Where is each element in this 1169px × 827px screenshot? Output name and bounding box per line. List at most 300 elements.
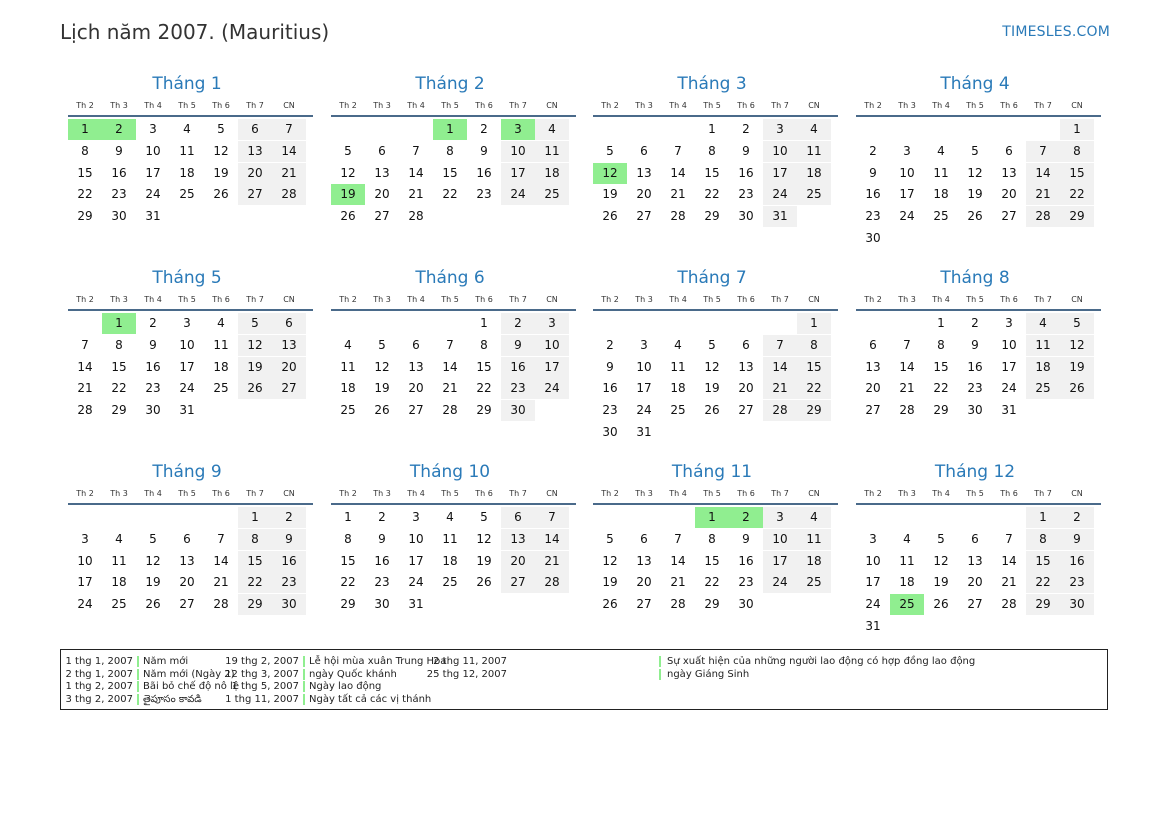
day-cell: 26 xyxy=(967,209,983,224)
weekday-label: Th 5 xyxy=(703,489,721,498)
day-cell: 23 xyxy=(738,187,754,202)
day-empty xyxy=(992,228,1026,249)
day-empty xyxy=(695,422,729,443)
day-empty xyxy=(136,507,170,528)
weekday-label: Th 6 xyxy=(737,101,755,110)
day-cell: 8 xyxy=(81,143,89,158)
day-cell: 13 xyxy=(1001,165,1017,180)
day-cell: 29 xyxy=(340,597,356,612)
weekday-label: CN xyxy=(808,101,820,110)
day-cell: 31 xyxy=(763,206,797,227)
week-row xyxy=(68,141,306,163)
legend-holiday-name: Năm mới xyxy=(143,656,189,667)
legend-date: 25 thg 12, 2007 xyxy=(426,668,507,680)
day-empty xyxy=(1060,400,1094,421)
day-cell: 14 xyxy=(442,359,458,374)
legend-date: 1 thg 2, 2007 xyxy=(65,681,133,693)
day-cell: 30 xyxy=(1060,594,1094,615)
legend-marker xyxy=(659,669,661,680)
week-row xyxy=(593,572,831,594)
day-cell: 5 xyxy=(378,337,386,352)
weekday-label: Th 5 xyxy=(703,101,721,110)
day-cell: 4 xyxy=(344,337,352,352)
day-cell: 10 xyxy=(145,143,161,158)
day-cell: 22 xyxy=(442,187,458,202)
day-cell: 5 xyxy=(149,531,157,546)
day-empty xyxy=(365,313,399,334)
weekday-header xyxy=(68,487,306,503)
day-cell: 18 xyxy=(797,163,831,184)
day-cell: 25 xyxy=(797,572,831,593)
day-cell: 7 xyxy=(674,143,682,158)
day-empty xyxy=(890,313,924,334)
day-cell: 14 xyxy=(1001,553,1017,568)
day-cell: 1 xyxy=(433,119,467,140)
day-cell: 22 xyxy=(238,572,272,593)
legend-holiday-name: Ngày tất cả các vị thánh xyxy=(309,693,432,705)
day-cell: 2 xyxy=(501,313,535,334)
day-cell: 26 xyxy=(602,597,618,612)
day-cell: 13 xyxy=(636,553,652,568)
day-cell: 12 xyxy=(145,553,161,568)
header-rule xyxy=(593,503,838,505)
day-cell: 16 xyxy=(145,359,161,374)
day-cell: 12 xyxy=(704,359,720,374)
day-cell: 26 xyxy=(238,378,272,399)
day-cell: 25 xyxy=(890,594,924,615)
day-cell: 21 xyxy=(408,187,424,202)
weekday-label: Th 4 xyxy=(407,489,425,498)
day-empty xyxy=(399,119,433,140)
day-cell: 25 xyxy=(535,184,569,205)
day-cell: 25 xyxy=(1026,378,1060,399)
day-cell: 8 xyxy=(937,337,945,352)
day-empty xyxy=(1026,616,1060,637)
day-cell: 20 xyxy=(238,163,272,184)
day-cell: 21 xyxy=(763,378,797,399)
month-block xyxy=(60,267,306,422)
day-cell: 6 xyxy=(501,507,535,528)
day-cell: 29 xyxy=(238,594,272,615)
day-cell: 8 xyxy=(708,143,716,158)
month-title: Tháng 4 xyxy=(940,74,1010,94)
weekday-label: Th 3 xyxy=(898,295,916,304)
weekday-header xyxy=(331,487,569,503)
day-cell: 5 xyxy=(238,313,272,334)
weekday-label: Th 4 xyxy=(669,295,687,304)
day-cell: 17 xyxy=(501,163,535,184)
weekday-label: CN xyxy=(808,489,820,498)
day-empty xyxy=(170,507,204,528)
month-title: Tháng 6 xyxy=(415,268,485,288)
weekday-label: Th 7 xyxy=(1034,101,1052,110)
week-row xyxy=(593,141,831,163)
week-row xyxy=(856,507,1094,529)
legend-date: 1 thg 11, 2007 xyxy=(225,693,299,705)
week-row xyxy=(331,206,569,228)
day-cell: 14 xyxy=(899,359,915,374)
legend-date: 2 thg 11, 2007 xyxy=(433,656,507,667)
day-cell: 12 xyxy=(238,335,272,356)
legend-holiday-name: Ngày lao động xyxy=(309,681,382,693)
day-cell: 20 xyxy=(179,575,195,590)
day-cell: 4 xyxy=(674,337,682,352)
day-cell: 16 xyxy=(602,381,618,396)
day-cell: 20 xyxy=(738,381,754,396)
legend-date: 2 thg 1, 2007 xyxy=(65,668,133,680)
day-cell: 28 xyxy=(77,403,93,418)
day-cell: 16 xyxy=(738,165,754,180)
day-empty xyxy=(1026,228,1060,249)
day-cell: 20 xyxy=(408,381,424,396)
day-cell: 4 xyxy=(446,510,454,524)
day-cell: 30 xyxy=(967,403,983,418)
weekday-label: Th 5 xyxy=(178,101,196,110)
week-row xyxy=(68,507,306,529)
week-row xyxy=(331,163,569,185)
day-cell: 24 xyxy=(763,572,797,593)
day-cell: 10 xyxy=(77,553,93,568)
day-cell: 12 xyxy=(1060,335,1094,356)
day-cell: 24 xyxy=(145,187,161,202)
day-cell: 23 xyxy=(865,209,881,224)
day-cell: 15 xyxy=(476,359,492,374)
day-cell: 17 xyxy=(1001,359,1017,374)
day-cell: 27 xyxy=(272,378,306,399)
day-cell: 22 xyxy=(1026,572,1060,593)
weekday-label: Th 3 xyxy=(373,295,391,304)
day-cell: 23 xyxy=(374,575,390,590)
weekday-label: Th 4 xyxy=(407,295,425,304)
day-cell: 9 xyxy=(606,359,614,374)
month-block xyxy=(585,267,831,444)
day-cell: 18 xyxy=(899,575,915,590)
day-empty xyxy=(661,422,695,443)
day-cell: 14 xyxy=(1026,163,1060,184)
day-cell: 22 xyxy=(933,381,949,396)
day-empty xyxy=(467,206,501,227)
day-cell: 10 xyxy=(535,335,569,356)
day-cell: 2 xyxy=(149,316,157,330)
day-empty xyxy=(992,507,1026,528)
day-cell: 17 xyxy=(865,575,881,590)
day-cell: 26 xyxy=(704,403,720,418)
day-cell: 5 xyxy=(217,122,225,136)
weekday-header xyxy=(68,293,306,309)
day-cell: 25 xyxy=(111,597,127,612)
day-cell: 28 xyxy=(213,597,229,612)
weekday-label: Th 5 xyxy=(178,295,196,304)
day-cell: 15 xyxy=(111,359,127,374)
day-cell: 27 xyxy=(501,572,535,593)
week-row xyxy=(856,616,1094,638)
day-cell: 10 xyxy=(1001,337,1017,352)
day-cell: 5 xyxy=(1060,313,1094,334)
day-cell: 24 xyxy=(1001,381,1017,396)
day-cell: 15 xyxy=(340,553,356,568)
day-cell: 27 xyxy=(408,403,424,418)
weekday-label: CN xyxy=(546,295,558,304)
day-cell: 29 xyxy=(797,400,831,421)
day-cell: 27 xyxy=(636,209,652,224)
day-cell: 10 xyxy=(408,531,424,546)
week-row xyxy=(593,551,831,573)
weekday-label: Th 5 xyxy=(966,489,984,498)
day-cell: 18 xyxy=(340,381,356,396)
weekday-label: Th 6 xyxy=(475,101,493,110)
day-cell: 19 xyxy=(602,187,618,202)
header-rule xyxy=(593,309,838,311)
day-cell: 23 xyxy=(272,572,306,593)
weekday-label: Th 5 xyxy=(441,489,459,498)
day-cell: 26 xyxy=(1060,378,1094,399)
day-cell: 19 xyxy=(1060,357,1094,378)
weekday-header xyxy=(331,99,569,115)
day-cell: 22 xyxy=(704,187,720,202)
week-row xyxy=(331,507,569,529)
month-block xyxy=(848,73,1094,250)
month-title: Tháng 9 xyxy=(152,462,222,482)
day-cell: 3 xyxy=(535,313,569,334)
weekday-label: Th 6 xyxy=(1000,489,1018,498)
week-row xyxy=(856,594,1094,616)
week-row xyxy=(856,335,1094,357)
day-cell: 6 xyxy=(238,119,272,140)
weekday-label: CN xyxy=(1071,489,1083,498)
day-cell: 27 xyxy=(179,597,195,612)
month-title: Tháng 1 xyxy=(152,74,222,94)
day-cell: 11 xyxy=(899,553,915,568)
day-cell: 3 xyxy=(81,531,89,546)
day-cell: 19 xyxy=(331,184,365,205)
week-row xyxy=(593,594,831,616)
day-cell: 29 xyxy=(704,597,720,612)
day-cell: 3 xyxy=(412,510,420,524)
day-cell: 7 xyxy=(1026,141,1060,162)
day-cell: 11 xyxy=(179,143,195,158)
day-cell: 7 xyxy=(535,507,569,528)
day-cell: 28 xyxy=(535,572,569,593)
header-rule xyxy=(68,309,313,311)
week-row xyxy=(331,400,569,422)
weekday-label: Th 6 xyxy=(212,101,230,110)
day-cell: 16 xyxy=(865,187,881,202)
week-row xyxy=(68,184,306,206)
day-empty xyxy=(695,313,729,334)
day-cell: 1 xyxy=(480,316,488,330)
day-cell: 16 xyxy=(738,553,754,568)
weekday-label: Th 2 xyxy=(339,101,357,110)
day-cell: 5 xyxy=(971,143,979,158)
weekday-label: Th 4 xyxy=(932,489,950,498)
day-cell: 15 xyxy=(77,165,93,180)
day-cell: 10 xyxy=(899,165,915,180)
legend-marker xyxy=(137,681,139,692)
day-cell: 10 xyxy=(763,529,797,550)
day-cell: 19 xyxy=(704,381,720,396)
page-title: Lịch năm 2007. (Mauritius) xyxy=(60,20,330,44)
header-rule xyxy=(856,309,1101,311)
week-row xyxy=(856,313,1094,335)
day-cell: 22 xyxy=(1060,184,1094,205)
day-cell: 9 xyxy=(742,143,750,158)
day-cell: 20 xyxy=(501,551,535,572)
month-block xyxy=(848,461,1094,638)
day-cell: 5 xyxy=(606,531,614,546)
day-cell: 1 xyxy=(102,313,136,334)
day-empty xyxy=(331,313,365,334)
day-cell: 27 xyxy=(967,597,983,612)
day-cell: 3 xyxy=(1005,316,1013,330)
month-block xyxy=(323,461,569,616)
week-row xyxy=(68,335,306,357)
day-cell: 22 xyxy=(476,381,492,396)
day-cell: 25 xyxy=(670,403,686,418)
day-empty xyxy=(890,507,924,528)
weekday-label: Th 7 xyxy=(246,295,264,304)
weekday-label: Th 4 xyxy=(669,489,687,498)
day-empty xyxy=(661,507,695,528)
weekday-label: Th 3 xyxy=(373,489,391,498)
day-empty xyxy=(890,228,924,249)
day-cell: 4 xyxy=(903,531,911,546)
day-cell: 26 xyxy=(476,575,492,590)
day-cell: 8 xyxy=(238,529,272,550)
week-row xyxy=(593,422,831,444)
day-empty xyxy=(204,507,238,528)
weekday-header xyxy=(856,293,1094,309)
day-cell: 3 xyxy=(763,119,797,140)
day-cell: 29 xyxy=(933,403,949,418)
day-empty xyxy=(68,313,102,334)
weekday-label: Th 7 xyxy=(246,101,264,110)
day-empty xyxy=(661,119,695,140)
weekday-label: Th 5 xyxy=(703,295,721,304)
day-cell: 3 xyxy=(640,337,648,352)
day-cell: 24 xyxy=(865,597,881,612)
day-empty xyxy=(924,507,958,528)
day-cell: 2 xyxy=(742,122,750,136)
day-cell: 24 xyxy=(636,403,652,418)
day-empty xyxy=(797,594,831,615)
day-empty xyxy=(1026,400,1060,421)
day-cell: 1 xyxy=(68,119,102,140)
day-cell: 14 xyxy=(408,165,424,180)
weekday-label: CN xyxy=(1071,101,1083,110)
weekday-label: Th 7 xyxy=(509,101,527,110)
day-cell: 17 xyxy=(535,357,569,378)
month-title: Tháng 12 xyxy=(934,462,1016,482)
legend-holiday-name: ngày Quốc khánh xyxy=(309,668,397,680)
day-empty xyxy=(627,507,661,528)
day-cell: 31 xyxy=(408,597,424,612)
day-cell: 24 xyxy=(77,597,93,612)
week-row xyxy=(593,529,831,551)
day-cell: 15 xyxy=(704,165,720,180)
brand-link[interactable]: TIMESLES.COM xyxy=(1002,24,1110,40)
day-cell: 1 xyxy=(708,122,716,136)
day-cell: 7 xyxy=(81,337,89,352)
weekday-label: Th 2 xyxy=(864,489,882,498)
weekday-label: CN xyxy=(546,101,558,110)
day-empty xyxy=(958,616,992,637)
header-rule xyxy=(68,503,313,505)
weekday-label: Th 2 xyxy=(339,489,357,498)
week-row xyxy=(68,119,306,141)
day-empty xyxy=(272,400,306,421)
day-empty xyxy=(763,422,797,443)
day-cell: 21 xyxy=(77,381,93,396)
day-cell: 4 xyxy=(937,143,945,158)
day-cell: 28 xyxy=(442,403,458,418)
weekday-label: Th 7 xyxy=(509,295,527,304)
day-empty xyxy=(593,119,627,140)
day-cell: 12 xyxy=(213,143,229,158)
day-cell: 14 xyxy=(535,529,569,550)
weekday-label: Th 6 xyxy=(1000,295,1018,304)
day-cell: 3 xyxy=(869,531,877,546)
day-cell: 14 xyxy=(670,553,686,568)
day-cell: 15 xyxy=(933,359,949,374)
day-cell: 9 xyxy=(378,531,386,546)
day-cell: 18 xyxy=(797,551,831,572)
day-empty xyxy=(501,206,535,227)
month-block xyxy=(585,461,831,616)
day-cell: 26 xyxy=(933,597,949,612)
day-cell: 26 xyxy=(602,209,618,224)
day-cell: 31 xyxy=(179,403,195,418)
day-cell: 9 xyxy=(742,531,750,546)
weekday-label: Th 6 xyxy=(1000,101,1018,110)
day-cell: 18 xyxy=(442,553,458,568)
day-cell: 24 xyxy=(763,184,797,205)
day-cell: 25 xyxy=(797,184,831,205)
legend-date: 3 thg 2, 2007 xyxy=(65,693,133,705)
week-row xyxy=(593,184,831,206)
day-cell: 16 xyxy=(501,357,535,378)
month-block xyxy=(60,461,306,616)
day-cell: 11 xyxy=(1026,335,1060,356)
day-empty xyxy=(627,119,661,140)
day-empty xyxy=(365,119,399,140)
day-empty xyxy=(593,313,627,334)
day-cell: 22 xyxy=(704,575,720,590)
day-cell: 24 xyxy=(408,575,424,590)
day-empty xyxy=(501,594,535,615)
week-row xyxy=(68,357,306,379)
legend-marker xyxy=(137,656,139,667)
day-cell: 5 xyxy=(708,337,716,352)
week-row xyxy=(331,378,569,400)
weekday-label: Th 6 xyxy=(737,295,755,304)
day-cell: 1 xyxy=(797,313,831,334)
weekday-label: Th 4 xyxy=(144,101,162,110)
day-cell: 7 xyxy=(446,337,454,352)
week-row xyxy=(856,119,1094,141)
day-cell: 18 xyxy=(213,359,229,374)
day-cell: 1 xyxy=(937,316,945,330)
day-cell: 19 xyxy=(967,187,983,202)
weekday-label: Th 4 xyxy=(407,101,425,110)
weekday-label: Th 4 xyxy=(144,489,162,498)
header-rule xyxy=(856,503,1101,505)
weekday-label: CN xyxy=(283,489,295,498)
legend-holiday-name: తైపూసం కావడి xyxy=(143,693,202,705)
day-cell: 19 xyxy=(933,575,949,590)
day-cell: 21 xyxy=(670,575,686,590)
day-cell: 7 xyxy=(217,531,225,546)
day-cell: 13 xyxy=(179,553,195,568)
